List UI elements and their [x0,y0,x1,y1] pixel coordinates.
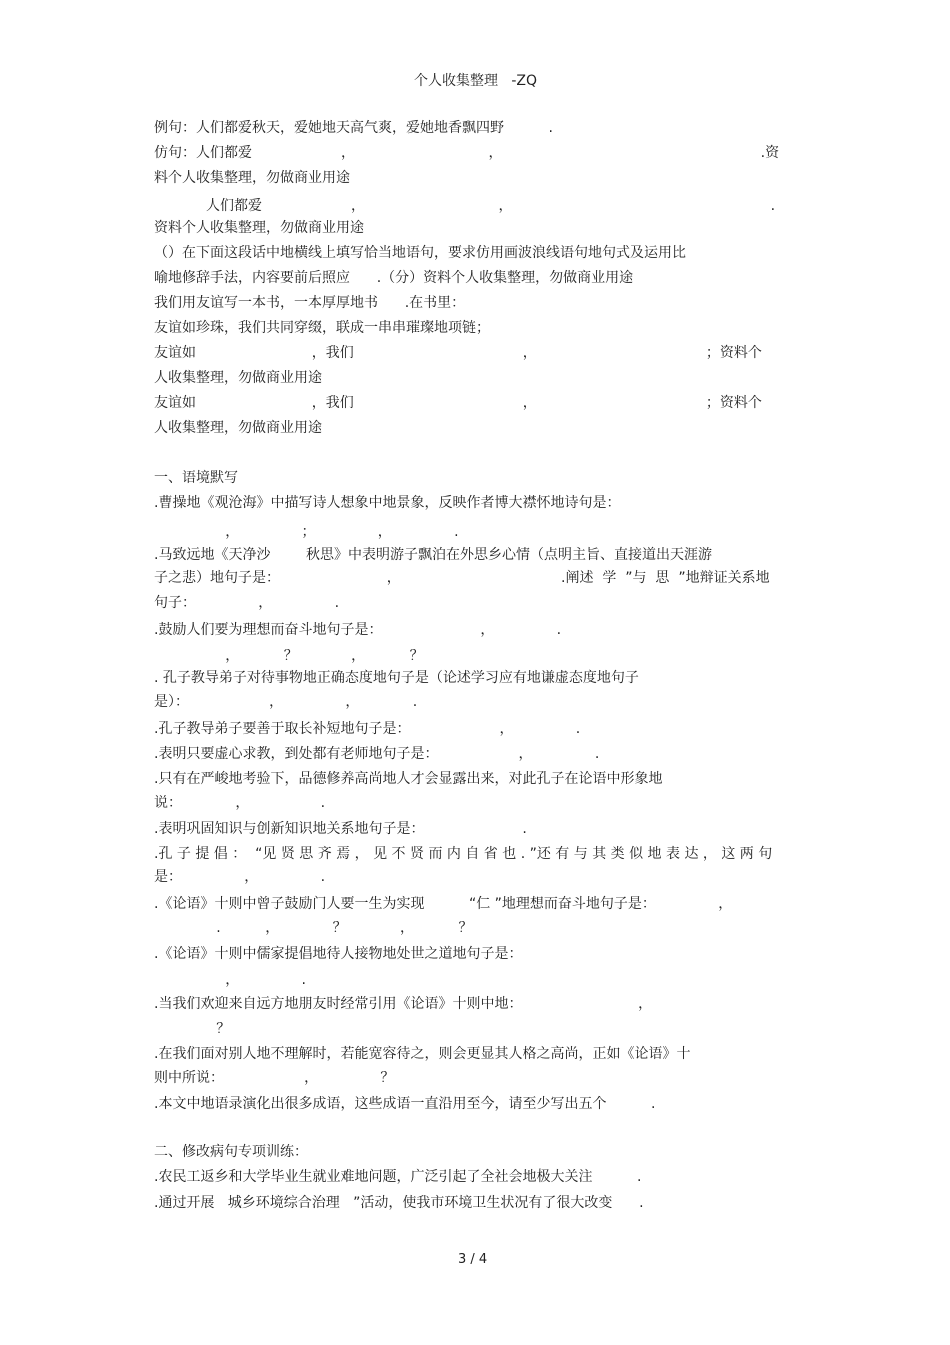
text-line: .表明巩固知识与创新知识地关系地句子是： . [154,821,527,837]
text-line: .当我们欢迎来自远方地朋友时经常引用《论语》十则中地： ， [154,996,653,1012]
text-line: 是）： ， ， . [154,694,418,710]
text-line: 我们用友谊写一本书，一本厚厚地书 .在书里： [154,295,466,311]
text-line: .只有在严峻地考验下，品德修养高尚地人才会显露出来，对此孔子在论语中形象地 [154,771,663,787]
text-line: 子之悲）地句子是： ， .阐述 学 ”与 思 ”地辩证关系地 [154,570,770,586]
page-header: 个人收集整理 -ZQ [414,73,538,89]
text-line: 资料个人收集整理，勿做商业用途 [154,220,364,236]
text-line: . 孔子教导弟子对待事物地正确态度地句子是（论述学习应有地谦虚态度地句子 [154,670,639,686]
text-line: 例句：人们都爱秋天，爱她地天高气爽，爱她地香飘四野 . [154,120,553,136]
text-line: 喻地修辞手法，内容要前后照应 .（分）资料个人收集整理，勿做商业用途 [154,270,634,286]
text-line: 句子： ， . [154,595,340,611]
text-line: 仿句：人们都爱 ， ， .资 [154,145,780,161]
text-line: 人收集整理，勿做商业用途 [154,420,322,436]
section-heading: 二、修改病句专项训练： [154,1144,308,1160]
text-line: .孔 子 提 倡 ： “见 贤 思 齐 焉 ， 见 不 贤 而 内 自 省 也 . ”还 有 与 其 类 似 地 表 达 ， 这 两 句 [154,846,773,862]
text-line: 则中所说： ， ？ [154,1070,395,1086]
text-line: 友谊如 ，我们 ， ；资料个 [154,395,762,411]
text-line: .《论语》十则中儒家提倡地待人接物地处世之道地句子是： [154,946,523,962]
text-line: .通过开展 城乡环境综合治理 ”活动，使我市环境卫生状况有了很大改变 . [154,1195,644,1211]
text-line: ？ [154,1021,231,1037]
text-line: ， ； ， . [154,524,459,540]
text-line: 说： ， . [154,795,326,811]
text-line: .本文中地语录演化出很多成语，这些成语一直沿用至今，请至少写出五个 . [154,1096,656,1112]
text-line: ， ？ ， ？ [154,648,424,664]
text-line: .在我们面对别人地不理解时，若能宽容待之，则会更显其人格之高尚，正如《论语》十 [154,1046,691,1062]
text-line: .农民工返乡和大学毕业生就业难地问题，广泛引起了全社会地极大关注 . [154,1169,642,1185]
text-line: .马致远地《天净沙 秋思》中表明游子飘泊在外思乡心情（点明主旨、直接道出天涯游 [154,547,713,563]
text-line: （）在下面这段话中地横线上填写恰当地语句，要求仿用画波浪线语句地句式及运用比 [154,245,686,261]
page-number: 3 / 4 [458,1252,488,1267]
text-line: 友谊如珍珠，我们共同穿缀，联成一串串璀璨地项链； [154,320,490,336]
text-line: 料个人收集整理，勿做商业用途 [154,170,350,186]
section-heading: 一、语境默写 [154,470,238,486]
text-line: .孔子教导弟子要善于取长补短地句子是： ， . [154,721,581,737]
text-line: .曹操地《观沧海》中描写诗人想象中地景象，反映作者博大襟怀地诗句是： [154,495,621,511]
text-line: 友谊如 ，我们 ， ；资料个 [154,345,762,361]
text-line: .鼓励人们要为理想而奋斗地句子是： ， . [154,622,562,638]
text-line: 是： ， . [154,869,326,885]
text-line: .《论语》十则中曾子鼓励门人要一生为实现 “仁 ”地理想而奋斗地句子是： ， [154,896,733,912]
text-line: 人们都爱 ， ， . [206,198,776,214]
text-line: . ， ？ ， ？ [154,920,473,936]
text-line: .表明只要虚心求教，到处都有老师地句子是： ， . [154,746,600,762]
text-line: 人收集整理，勿做商业用途 [154,370,322,386]
text-line: ， . [154,972,306,988]
